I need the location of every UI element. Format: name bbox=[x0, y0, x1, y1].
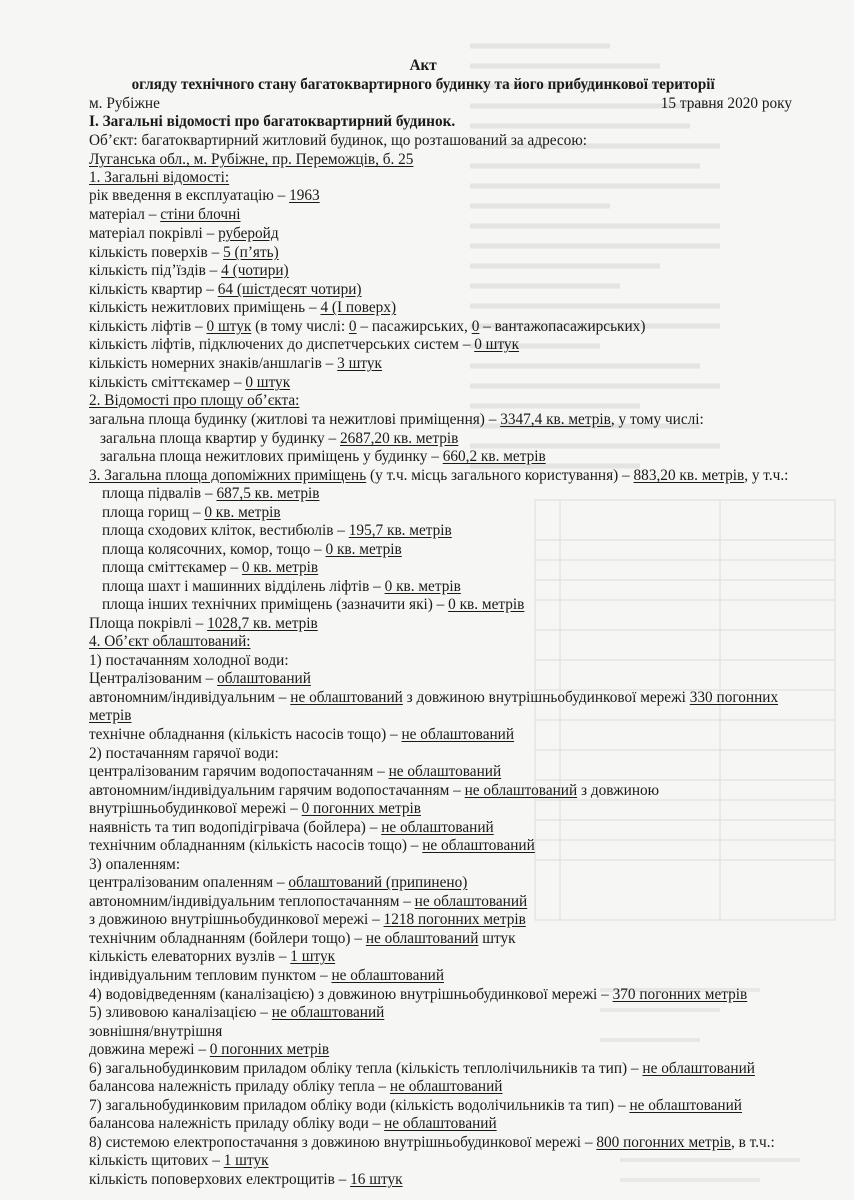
lifts-total: 0 штук bbox=[206, 318, 252, 335]
lifts-cargo: 0 bbox=[471, 318, 480, 335]
floors-value: 5 (п’ять) bbox=[223, 244, 279, 261]
area-heading: 2. Відомості про площу об’єкта: bbox=[89, 392, 300, 409]
cold-auto-value: не облаштований bbox=[290, 689, 403, 706]
storm-value: не облаштований bbox=[271, 1004, 385, 1021]
nonresidential-row: кількість нежитлових приміщень – 4 (І поверх) bbox=[89, 299, 397, 316]
roof-area-value: 1028,7 кв. метрів bbox=[207, 615, 318, 632]
hot-water-heading: 2) постачанням гарячої води: bbox=[89, 745, 279, 762]
heat-net-row: з довжиною внутрішньобудинкової мережі – 1218 погонних метрів bbox=[89, 911, 526, 928]
aux-area-row: 3. Загальна площа допоміжних приміщень (у т.ч. місць загального користування) – 883,20 кв. метрів, у т.ч.: bbox=[89, 467, 789, 484]
shaft-area-value: 0 кв. метрів bbox=[384, 578, 461, 595]
elevator-nodes-value: 1 штук bbox=[290, 948, 336, 965]
section-title: І. Загальні відомості про багатоквартирний будинок. bbox=[89, 113, 456, 130]
storm-type: зовнішня/внутрішня bbox=[89, 1023, 223, 1040]
city: м. Рубіжне bbox=[89, 95, 160, 112]
floor-panels-value: 16 штук bbox=[350, 1171, 403, 1188]
itp-value: не облаштований bbox=[331, 967, 445, 984]
roof-area-row: Площа покрівлі – 1028,7 кв. метрів bbox=[89, 615, 318, 632]
document-subtitle: огляду технічного стану багатоквартирного будинку та його прибудинкової території bbox=[131, 76, 715, 93]
hot-central-row: централізованим гарячим водопостачанням – не облаштований bbox=[89, 763, 502, 780]
nonres-area-value: 660,2 кв. метрів bbox=[442, 448, 546, 465]
tech-area-row: площа інших технічних приміщень (зазначити які) – 0 кв. метрів bbox=[102, 596, 525, 613]
general-heading: 1. Загальні відомості: bbox=[89, 169, 230, 186]
flats-value: 64 (шістдесят чотири) bbox=[217, 281, 362, 298]
year-row: рік введення в експлуатацію – 1963 bbox=[89, 187, 320, 204]
heat-meter-value: не облаштований bbox=[642, 1060, 755, 1077]
power-row: 8) системою електропостачання з довжиною внутрішньобудинкової мережі – 800 погонних метрів, в т.ч.: bbox=[89, 1134, 775, 1151]
tech-area-value: 0 кв. метрів bbox=[448, 596, 525, 613]
storm-length-row: довжина мережі – 0 погонних метрів bbox=[89, 1041, 330, 1058]
water-meter-value: не облаштований bbox=[629, 1097, 742, 1114]
heat-auto-value: не облаштований bbox=[414, 893, 528, 910]
heat-auto-row: автономним/індивідуальним теплопостачанням – не облаштований bbox=[89, 893, 528, 910]
utilities-heading: 4. Об’єкт облаштований: bbox=[89, 633, 251, 650]
roof-material-value: руберойд bbox=[218, 225, 279, 242]
cold-tech-value: не облаштований bbox=[401, 726, 515, 743]
boiler-row: наявність та тип водопідігрівача (бойлера) – не облаштований bbox=[89, 819, 494, 836]
cold-length-cont: метрів bbox=[89, 707, 132, 724]
water-meter-balance-value: не облаштований bbox=[384, 1115, 497, 1132]
heat-tech-value: не облаштований bbox=[365, 930, 479, 947]
flats-area-row: загальна площа квартир у будинку – 2687,20 кв. метрів bbox=[100, 430, 459, 447]
aux-area-heading: 3. Загальна площа допоміжних приміщень bbox=[89, 467, 367, 484]
cold-central-row: Централізованим – облаштований bbox=[89, 670, 311, 687]
material-value: стіни блочні bbox=[160, 206, 241, 223]
signs-row: кількість номерних знаків/аншлагів – 3 штук bbox=[89, 355, 382, 372]
chute-area-value: 0 кв. метрів bbox=[241, 559, 319, 576]
flats-row: кількість квартир – 64 (шістдесят чотири) bbox=[89, 281, 362, 298]
elevator-nodes-row: кількість елеваторних вузлів – 1 штук bbox=[89, 948, 336, 965]
cold-length-value: 330 погонних bbox=[689, 689, 779, 706]
cold-water-heading: 1) постачанням холодної води: bbox=[89, 652, 289, 669]
storm-row: 5) зливовою каналізацією – не облаштований bbox=[89, 1004, 385, 1021]
attic-area-row: площа горищ – 0 кв. метрів bbox=[102, 504, 281, 521]
basement-area-row: площа підвалів – 687,5 кв. метрів bbox=[102, 485, 320, 502]
object-label: Об’єкт: багатоквартирний житловий будинок, що розташований за адресою: bbox=[89, 132, 588, 149]
heat-meter-balance-row: балансова належність приладу обліку тепла – не облаштований bbox=[89, 1078, 503, 1095]
heating-heading: 3) опаленням: bbox=[89, 856, 181, 873]
total-area-row: загальна площа будинку (житлові та нежитлові приміщення) – 3347,4 кв. метрів, у тому числі: bbox=[89, 411, 704, 428]
chute-area-row: площа сміттєкамер – 0 кв. метрів bbox=[102, 559, 319, 576]
hot-net-row: внутрішньобудинкової мережі – 0 погонних метрів bbox=[89, 800, 421, 817]
sewer-row: 4) водовідведенням (каналізацією) з довжиною внутрішньобудинкової мережі – 370 погонних метрів bbox=[89, 986, 748, 1003]
heat-central-row: централізованим опаленням – облаштований (припинено) bbox=[89, 874, 468, 891]
boiler-value: не облаштований bbox=[381, 819, 494, 836]
panels-row: кількість щитових – 1 штук bbox=[89, 1152, 269, 1169]
attic-area-value: 0 кв. метрів bbox=[204, 504, 281, 521]
stroller-area-row: площа колясочних, комор, тощо – 0 кв. метрів bbox=[102, 541, 402, 558]
hot-tech-value: не облаштований bbox=[422, 837, 535, 854]
cold-central-value: облаштований bbox=[217, 670, 311, 687]
sewer-value: 370 погонних метрів bbox=[612, 986, 748, 1003]
entrances-row: кількість під’їздів – 4 (чотири) bbox=[89, 262, 289, 279]
heat-meter-balance-value: не облаштований bbox=[389, 1078, 503, 1095]
lifts-passenger: 0 bbox=[348, 318, 357, 335]
hot-auto-row: автономним/індивідуальним гарячим водопостачанням – не облаштований з довжиною bbox=[89, 782, 660, 799]
aux-area-value: 883,20 кв. метрів bbox=[633, 467, 745, 484]
cold-auto-row: автономним/індивідуальним – не облаштований з довжиною внутрішньобудинкової мережі 330 погонних bbox=[89, 689, 779, 706]
hot-tech-row: технічним обладнанням (кількість насосів тощо) – не облаштований bbox=[89, 837, 535, 854]
cold-tech-row: технічне обладнання (кількість насосів тощо) – не облаштований bbox=[89, 726, 515, 743]
document-title: Акт bbox=[409, 57, 437, 74]
flats-area-value: 2687,20 кв. метрів bbox=[340, 430, 459, 447]
heat-net-value: 1218 погонних метрів bbox=[383, 911, 526, 928]
water-meter-row: 7) загальнобудинковим приладом обліку води (кількість водолічильників та тип) – не облаштований bbox=[89, 1097, 742, 1114]
signs-value: 3 штук bbox=[337, 355, 382, 372]
year-value: 1963 bbox=[289, 187, 320, 204]
hot-auto-value: не облаштований bbox=[464, 782, 578, 799]
stairs-area-value: 195,7 кв. метрів bbox=[348, 522, 452, 539]
hot-central-value: не облаштований bbox=[388, 763, 502, 780]
basement-area-value: 687,5 кв. метрів bbox=[216, 485, 320, 502]
lifts-dispatch-value: 0 штук bbox=[474, 336, 520, 353]
water-meter-balance-row: балансова належність приладу обліку води – не облаштований bbox=[89, 1115, 497, 1132]
stairs-area-row: площа сходових кліток, вестибюлів – 195,7 кв. метрів bbox=[102, 522, 452, 539]
panels-value: 1 штук bbox=[223, 1152, 269, 1169]
entrances-value: 4 (чотири) bbox=[221, 262, 289, 279]
total-area-value: 3347,4 кв. метрів bbox=[500, 411, 611, 428]
chutes-row: кількість сміттєкамер – 0 штук bbox=[89, 374, 291, 391]
lifts-row: кількість ліфтів – 0 штук (в тому числі: 0 – пасажирських, 0 – вантажопасажирських) bbox=[89, 318, 646, 335]
nonres-area-row: загальна площа нежитлових приміщень у будинку – 660,2 кв. метрів bbox=[100, 448, 546, 465]
object-address: Луганська обл., м. Рубіжне, пр. Переможців, б. 25 bbox=[89, 151, 414, 168]
floor-panels-row: кількість поповерхових електрощитів – 16 штук bbox=[89, 1171, 403, 1188]
storm-length-value: 0 погонних метрів bbox=[209, 1041, 330, 1058]
shaft-area-row: площа шахт і машинних відділень ліфтів – 0 кв. метрів bbox=[102, 578, 461, 595]
heat-meter-row: 6) загальнобудинковим приладом обліку тепла (кількість теплолічильників та тип) – не облаштований bbox=[89, 1060, 755, 1077]
act-date: 15 травня 2020 року bbox=[660, 95, 792, 112]
stroller-area-value: 0 кв. метрів bbox=[325, 541, 402, 558]
itp-row: індивідуальним тепловим пунктом – не облаштований bbox=[89, 967, 445, 984]
heat-central-value: облаштований (припинено) bbox=[288, 874, 468, 891]
hot-net-value: 0 погонних метрів bbox=[301, 800, 421, 817]
lifts-dispatch-row: кількість ліфтів, підключених до диспетчерських систем – 0 штук bbox=[89, 336, 520, 353]
floors-row: кількість поверхів – 5 (п’ять) bbox=[89, 244, 279, 261]
material-row: матеріал – стіни блочні bbox=[89, 206, 241, 223]
heat-tech-row: технічним обладнанням (бойлери тощо) – не облаштований штук bbox=[89, 930, 516, 947]
power-value: 800 погонних метрів bbox=[596, 1134, 731, 1151]
chutes-value: 0 штук bbox=[245, 374, 291, 391]
nonresidential-value: 4 (І поверх) bbox=[320, 299, 397, 316]
roof-material-row: матеріал покрівлі – руберойд bbox=[89, 225, 279, 242]
